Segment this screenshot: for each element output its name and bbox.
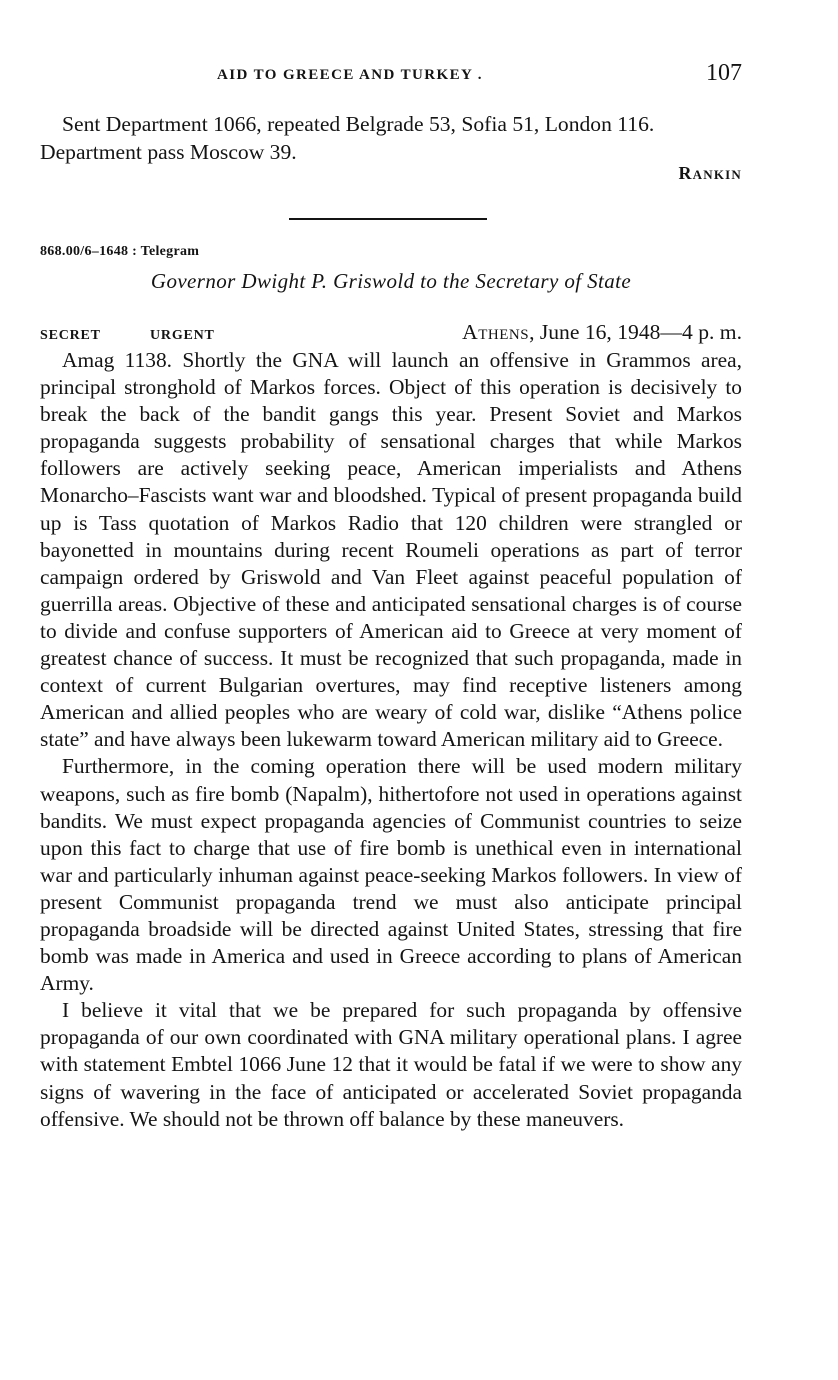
- section-divider: [289, 218, 487, 220]
- urgency-label: URGENT: [150, 328, 215, 343]
- signature: Rankin: [678, 163, 742, 183]
- body-paragraph: Furthermore, in the coming operation there will be used modern military weapons, such as fire bomb (Napalm), hithertofore not used in operations against bandits. We must expect propaganda agencies of Communist countries to seize upon this fact to charge that use of fire bomb is unethical even in international war and particularly inhuman against peace-seeking Markos followers. In view of present Communist propaganda trend we must also anticipate principal propaganda broadside will be directed against United States, stressing that fire bomb was made in America and used in Greece according to plans of American Army.: [40, 754, 742, 996]
- document-title: Governor Dwight P. Griswold to the Secretary of State: [150, 269, 632, 293]
- body-paragraph: Amag 1138. Shortly the GNA will launch an offensive in Grammos area, principal stronghold of Markos forces. Object of this operation is decisively to break the back of the bandit gangs this year. Present Soviet and Markos propaganda suggests probability of sensational charges that while Markos followers are actively seeking peace, American imperialists and Athens Monarcho–Fascists want war and bloodshed. Typical of present propaganda build up is Tass quotation of Markos Radio that 120 children were strangled or bayonetted in mountains during recent Roumeli operations as part of terror campaign ordered by Griswold and Van Fleet against peaceful population of guerrilla areas. Objective of these and anticipated sensational charges is of course to divide and confuse supporters of American aid to Greece at very moment of greatest chance of success. It must be recognized that such propaganda, made in context of current Bulgarian overtures, may find receptive listeners among American and allied peoples who are weary of cold war, dislike “Athens police state” and have always been lukewarm toward American military aid to Greece.: [40, 348, 742, 752]
- classification-label: SECRET: [40, 328, 101, 343]
- file-reference: 868.00/6–1648 : Telegram: [40, 244, 200, 259]
- running-title: AID TO GREECE AND TURKEY .: [217, 67, 483, 83]
- place-name: Athens: [462, 320, 530, 344]
- routing-note: Sent Department 1066, repeated Belgrade 53, Sofia 51, London 116. Department pass Moscow 39.: [40, 112, 655, 164]
- telegram-header: [40, 320, 742, 348]
- body-paragraph: I believe it vital that we be prepared for such propaganda by offensive propaganda of our own coordinated with GNA military operational plans. I agree with statement Embtel 1066 June 12 that it would be fatal if we were to show any signs of wavering in the face of anticipated or accelerated Soviet propaganda offensive. We should not be thrown off balance by these maneuvers.: [40, 998, 742, 1131]
- place-date-line: [462, 320, 742, 345]
- page-number: 107: [706, 60, 742, 86]
- document-page: [40, 0, 742, 1380]
- running-head: [40, 60, 742, 92]
- telegram-body: [40, 347, 742, 1133]
- date-time: , June 16, 1948—4 p. m.: [529, 320, 742, 344]
